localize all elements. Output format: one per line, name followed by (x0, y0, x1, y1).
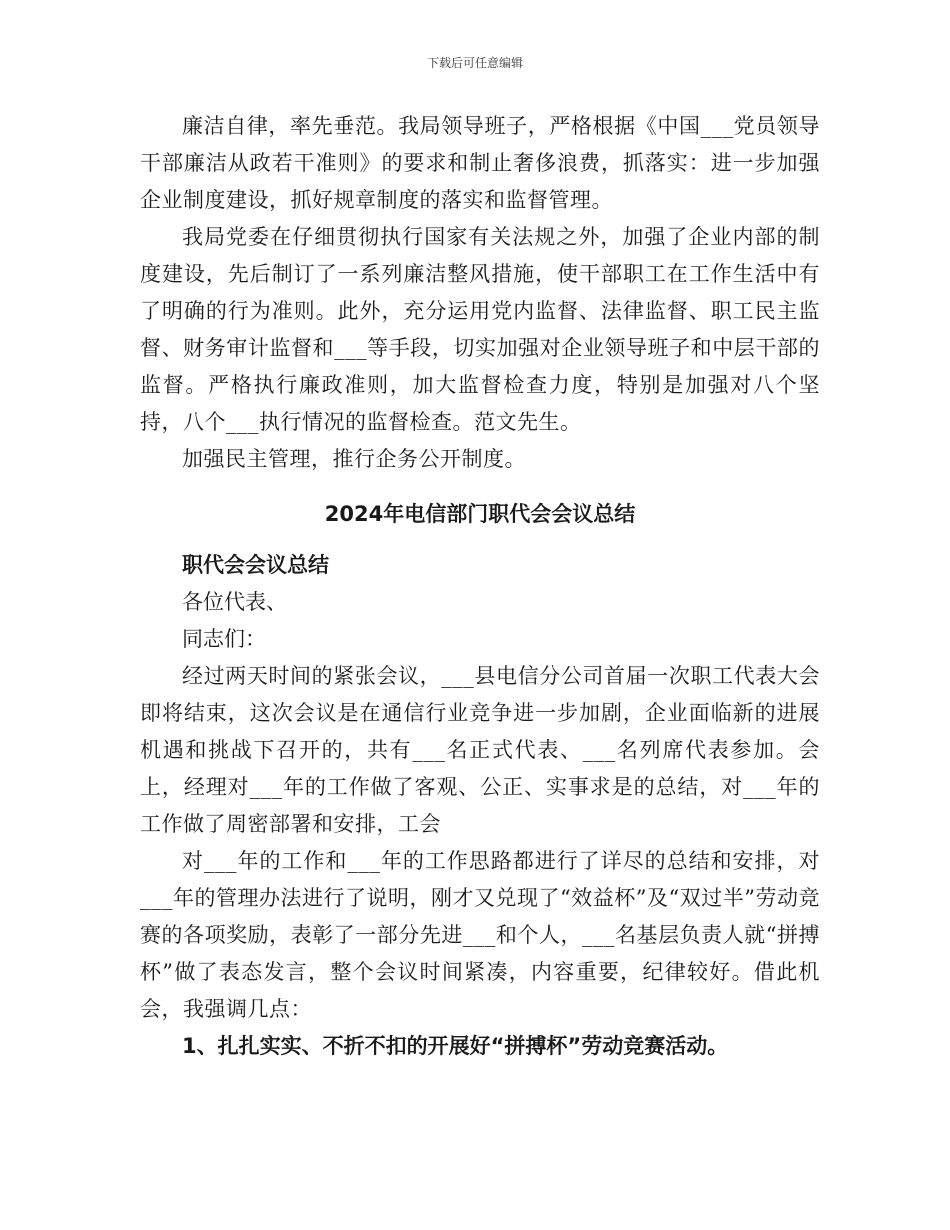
paragraph-system-building: 我局党委在仔细贯彻执行国家有关法规之外，加强了企业内部的制度建设，先后制订了一系列廉洁整风措施，使干部职工在工作生活中有了明确的行为准则。此外，充分运用党内监督、法律监督、职工民主监督、财务审计监督和___等手段，切实加强对企业领导班子和中层干部的监督。严格执行廉政准则，加大监督检查力度，特别是加强对八个坚持，八个___执行情况的监督检查。范文先生。 (140, 225, 820, 434)
point-one-heading: 1、扎扎实实、不折不扣的开展好“拼搏杯”劳动竞赛活动。 (182, 1034, 729, 1058)
document-body (140, 108, 820, 1065)
paragraph-meeting-overview: 经过两天时间的紧张会议，___县电信分公司首届一次职工代表大会即将结束，这次会议是在通信行业竞争进一步加剧，企业面临新的进展机遇和挑战下召开的，共有___名正式代表、___名列席代表参加。会上，经理对___年的工作做了客观、公正、实事求是的总结，对___年的工作做了周密部署和安排，工会 (140, 664, 820, 836)
paragraph-democratic-management: 加强民主管理，推行企务公开制度。 (182, 447, 526, 471)
document-title: 2024年电信部门职代会会议总结 (324, 502, 636, 526)
page-header: 下载后可任意编辑 (426, 56, 523, 70)
salutation-comrades: 同志们： (182, 627, 266, 651)
document-subtitle: 职代会会议总结 (182, 553, 329, 577)
paragraph-meeting-content: 对___年的工作和___年的工作思路都进行了详尽的总结和安排，对___年的管理办法进行了说明，刚才又兑现了“效益杯”及“双过半”劳动竞赛的各项奖励，表彰了一部分先进___和个人，___名基层负责人就“拼搏杯”做了表态发言，整个会议时间紧凑，内容重要，纪律较好。借此机会，我强调几点： (140, 849, 820, 1021)
paragraph-self-discipline: 廉洁自律，率先垂范。我局领导班子，严格根据《中国___党员领导干部廉洁从政若干准则》的要求和制止奢侈浪费，抓落实：进一步加强企业制度建设，抓好规章制度的落实和监督管理。 (140, 114, 820, 212)
salutation-delegates: 各位代表、 (182, 590, 287, 614)
